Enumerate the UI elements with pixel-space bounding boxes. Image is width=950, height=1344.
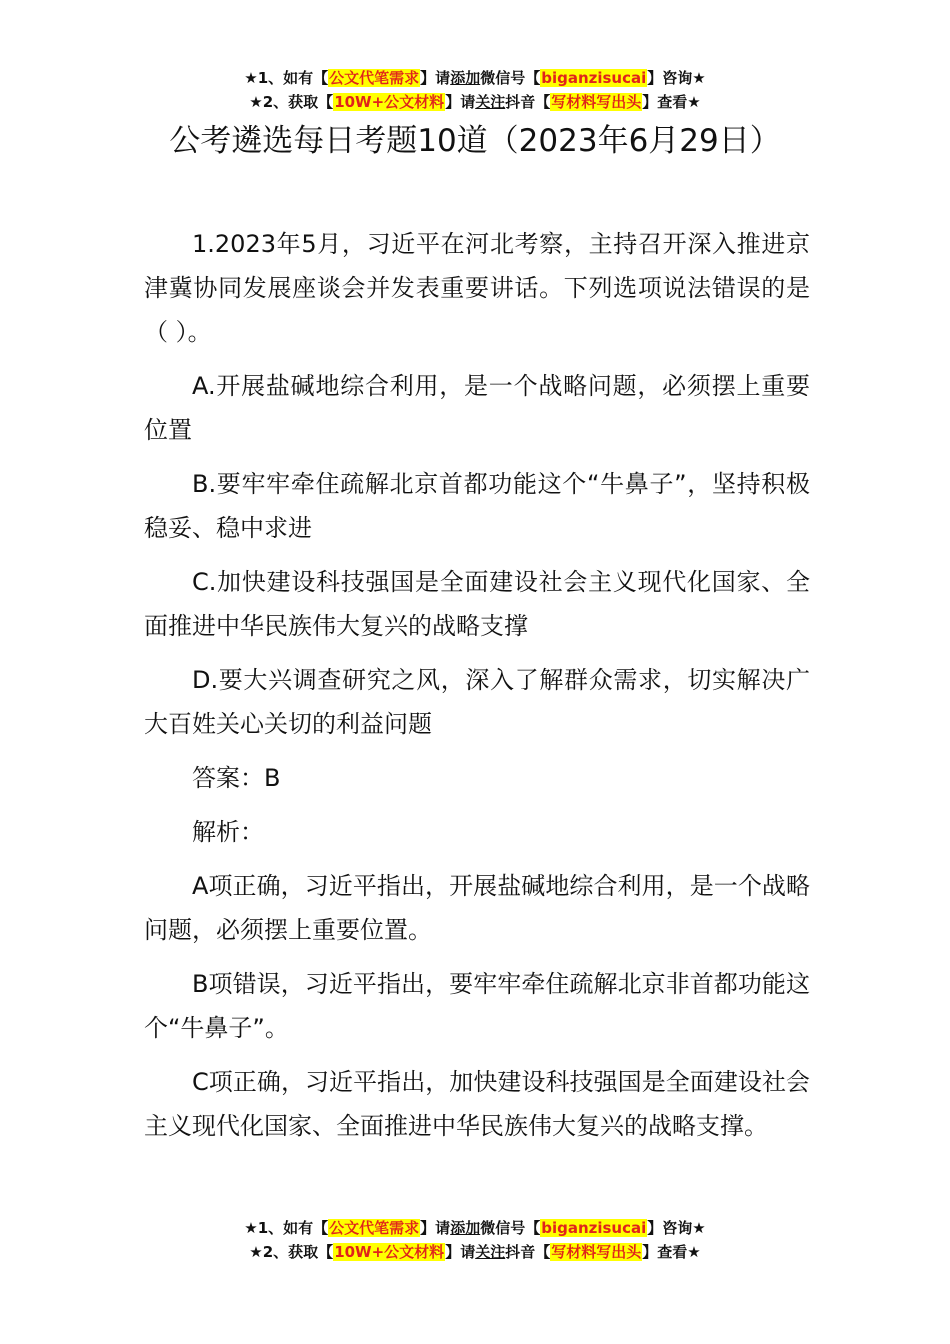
highlight-douyin: 写材料写出头: [551, 1243, 642, 1261]
highlight-service: 公文代笔需求: [329, 1219, 420, 1237]
analysis-b: B项错误，习近平指出，要牢牢牵住疏解北京非首都功能这个“牛鼻子”。: [144, 970, 810, 1042]
option-c: C.加快建设科技强国是全面建设社会主义现代化国家、全面推进中华民族伟大复兴的战略支撑: [144, 568, 810, 640]
option-d: D.要大兴调查研究之风，深入了解群众需求，切实解决广大百姓关心关切的利益问题: [144, 666, 810, 738]
promo-banner-bottom: [0, 1216, 950, 1264]
question-stem: 1.2023年5月，习近平在河北考察，主持召开深入推进京津冀协同发展座谈会并发表重要讲话。下列选项说法错误的是（ ）。: [144, 230, 810, 346]
highlight-wechat-id: biganzisucai: [541, 69, 647, 87]
highlight-wechat-id: biganzisucai: [541, 1219, 647, 1237]
highlight-materials: 10W+公文材料: [334, 1243, 445, 1261]
answer: 答案：B: [192, 764, 281, 792]
option-a: A.开展盐碱地综合利用，是一个战略问题，必须摆上重要位置: [144, 372, 810, 444]
highlight-materials: 10W+公文材料: [334, 93, 445, 111]
option-b: B.要牢牢牵住疏解北京首都功能这个“牛鼻子”，坚持积极稳妥、稳中求进: [144, 470, 810, 542]
promo-line-1: ★1、如有【公文代笔需求】请添加微信号【biganzisucai】咨询★: [244, 69, 706, 87]
promo-line-2: ★2、获取【10W+公文材料】请关注抖音【写材料写出头】查看★: [249, 1243, 701, 1261]
question-body: [144, 222, 810, 1158]
analysis-c: C项正确，习近平指出，加快建设科技强国是全面建设社会主义现代化国家、全面推进中华民族伟大复兴的战略支撑。: [144, 1068, 810, 1140]
promo-line-2: ★2、获取【10W+公文材料】请关注抖音【写材料写出头】查看★: [249, 93, 701, 111]
promo-banner-top: [0, 66, 950, 114]
promo-line-1: ★1、如有【公文代笔需求】请添加微信号【biganzisucai】咨询★: [244, 1219, 706, 1237]
page-title: 公考遴选每日考题10道（2023年6月29日）: [169, 123, 781, 159]
analysis-a: A项正确，习近平指出，开展盐碱地综合利用，是一个战略问题，必须摆上重要位置。: [144, 872, 810, 944]
highlight-douyin: 写材料写出头: [551, 93, 642, 111]
highlight-service: 公文代笔需求: [329, 69, 420, 87]
analysis-label: 解析：: [192, 818, 264, 846]
